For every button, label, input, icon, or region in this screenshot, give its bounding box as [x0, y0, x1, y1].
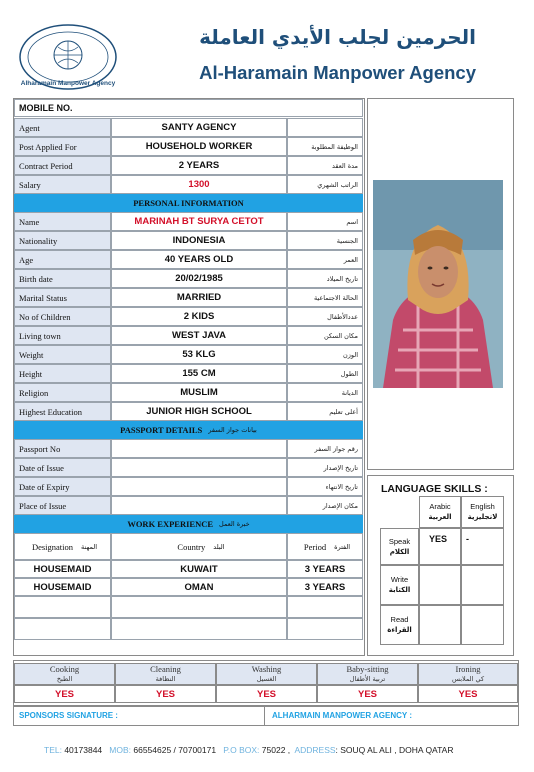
- mob-label: MOB:: [109, 745, 131, 755]
- personal-info-header-text: PERSONAL INFORMATION: [133, 198, 244, 208]
- job_rows-label-ar: [287, 118, 363, 137]
- skill-value: YES: [317, 685, 418, 703]
- lang-row-read: Read القراءة: [380, 605, 419, 645]
- skill-name-ar: كي الملابس: [451, 675, 485, 683]
- lang-write-arabic-cell: [419, 565, 461, 605]
- personal_rows-value: MARRIED: [111, 288, 287, 307]
- contact-footer: [44, 745, 494, 755]
- mobile-no-label: MOBILE NO.: [14, 99, 363, 117]
- work-experience-header-text: WORK EXPERIENCE: [127, 519, 214, 529]
- skill-name-ar: النظافة: [155, 675, 176, 683]
- work-header-designation-text: Designation: [31, 541, 74, 552]
- job_rows-value: HOUSEHOLD WORKER: [111, 137, 287, 156]
- personal_rows-label-ar: الحالة الاجتماعية: [287, 288, 363, 307]
- address-label: ADDRESS: [294, 745, 336, 755]
- work-header-period-text: Period: [303, 541, 327, 552]
- personal_rows-label: Weight: [14, 345, 111, 364]
- work-header-country-text-ar: البلد: [213, 542, 225, 551]
- tel-value: 40173844: [64, 745, 103, 755]
- agency-title-arabic: الحرمين لجلب الأيدي العاملة: [199, 25, 476, 49]
- work-header-country: [111, 533, 287, 560]
- skill-value: YES: [418, 685, 518, 703]
- work-row-country: OMAN: [111, 578, 287, 596]
- work-header-designation: [14, 533, 111, 560]
- job_rows-label: Salary: [14, 175, 111, 194]
- personal_rows-label-ar: تاريخ الميلاد: [287, 269, 363, 288]
- work-row-designation: [14, 596, 111, 618]
- personal_rows-label: Highest Education: [14, 402, 111, 421]
- skill-name-ar: الطبخ: [56, 675, 73, 683]
- passport_rows-value: [111, 439, 287, 458]
- work-header-country-text: Country: [177, 541, 206, 552]
- passport_rows-label-ar: مكان الإصدار: [287, 496, 363, 515]
- job_rows-value: 2 YEARS: [111, 156, 287, 175]
- lang-row-speak: Speak الكلام: [380, 528, 419, 565]
- job_rows-value: 1300: [111, 175, 287, 194]
- personal_rows-value: JUNIOR HIGH SCHOOL: [111, 402, 287, 421]
- lang-write-english-cell: [461, 565, 504, 605]
- passport_rows-value: [111, 496, 287, 515]
- passport_rows-label: Passport No: [14, 439, 111, 458]
- svg-text:Alharamain Manpower Agency: Alharamain Manpower Agency: [20, 80, 116, 87]
- lang-col-arabic: Arabic العربية: [419, 496, 461, 528]
- work-row-country: KUWAIT: [111, 560, 287, 578]
- work-row-period: [287, 596, 363, 618]
- passport_rows-label: Date of Issue: [14, 458, 111, 477]
- personal_rows-label: Religion: [14, 383, 111, 402]
- passport_rows-label-ar: تاريخ الإصدار: [287, 458, 363, 477]
- skill-name: Baby-sitting: [346, 664, 389, 674]
- personal_rows-label-ar: الطول: [287, 364, 363, 383]
- personal_rows-label-ar: مكان السكن: [287, 326, 363, 345]
- agency-logo: [18, 22, 118, 92]
- personal_rows-label-ar: أعلى تعليم: [287, 402, 363, 421]
- personal_rows-label-ar: الجنسية: [287, 231, 363, 250]
- personal_rows-label: Living town: [14, 326, 111, 345]
- passport_rows-label-ar: رقم جواز السفر: [287, 439, 363, 458]
- work-row-period: [287, 618, 363, 640]
- skill-header: [115, 663, 216, 685]
- passport_rows-value: [111, 458, 287, 477]
- passport-details-header-text-ar: بيانات جواز السفر: [208, 426, 257, 434]
- lang-read-arabic-cell: [419, 605, 461, 645]
- personal_rows-label-ar: اسم: [287, 212, 363, 231]
- skill-header: [418, 663, 518, 685]
- work-experience-header: [14, 515, 363, 533]
- skill-name-ar: الغسيل: [256, 675, 277, 683]
- skill-header: [317, 663, 418, 685]
- lang-col-english: English لانجليزية: [461, 496, 504, 528]
- work-row-designation: HOUSEMAID: [14, 578, 111, 596]
- personal-info-header: [14, 194, 363, 212]
- agency-signature-label: ALHARMAIN MANPOWER AGENCY :: [272, 711, 412, 720]
- po-box-value: 75022 ,: [261, 745, 291, 755]
- skill-header: [14, 663, 115, 685]
- personal_rows-label: Marital Status: [14, 288, 111, 307]
- personal_rows-value: WEST JAVA: [111, 326, 287, 345]
- skill-name: Cooking: [49, 664, 80, 674]
- work-header-designation-text-ar: المهنة: [81, 542, 98, 551]
- job_rows-label-ar: الوظيفة المطلوبة: [287, 137, 363, 156]
- personal_rows-label-ar: عددالأطفال: [287, 307, 363, 326]
- personal_rows-label-ar: الديانة: [287, 383, 363, 402]
- skill-value: YES: [115, 685, 216, 703]
- job_rows-label-ar: الراتب الشهري: [287, 175, 363, 194]
- passport_rows-label-ar: تاريخ الانتهاء: [287, 477, 363, 496]
- personal_rows-value: MARINAH BT SURYA CETOT: [111, 212, 287, 231]
- sponsor-signature-label: SPONSORS SIGNATURE :: [19, 711, 118, 720]
- personal_rows-value: 2 KIDS: [111, 307, 287, 326]
- personal_rows-label: No of Children: [14, 307, 111, 326]
- personal_rows-label-ar: العمر: [287, 250, 363, 269]
- passport_rows-label: Date of Expiry: [14, 477, 111, 496]
- job_rows-label: Post Applied For: [14, 137, 111, 156]
- work-header-period-text-ar: الفترة: [334, 542, 351, 551]
- po-box-label: P.O BOX:: [223, 745, 260, 755]
- skill-value: YES: [14, 685, 115, 703]
- job_rows-label: Agent: [14, 118, 111, 137]
- work-row-designation: HOUSEMAID: [14, 560, 111, 578]
- signature-divider: [264, 706, 265, 726]
- work-row-designation: [14, 618, 111, 640]
- job_rows-label-ar: مدة العقد: [287, 156, 363, 175]
- personal_rows-value: MUSLIM: [111, 383, 287, 402]
- work-row-country: [111, 618, 287, 640]
- skill-name: Washing: [251, 664, 282, 674]
- passport_rows-value: [111, 477, 287, 496]
- language-skills-title: LANGUAGE SKILLS :: [381, 483, 488, 495]
- personal_rows-value: 40 YEARS OLD: [111, 250, 287, 269]
- lang-row-write: Write الكتابة: [380, 565, 419, 605]
- skill-name-ar: تربية الأطفال: [349, 675, 386, 683]
- passport-details-header: [14, 421, 363, 439]
- personal_rows-label: Height: [14, 364, 111, 383]
- applicant-photo: [373, 180, 503, 388]
- passport_rows-label: Place of Issue: [14, 496, 111, 515]
- lang-speak-arabic-value: YES: [429, 534, 448, 544]
- skill-name: Cleaning: [150, 664, 181, 674]
- personal_rows-value: 53 KLG: [111, 345, 287, 364]
- passport-details-header-text: PASSPORT DETAILS: [120, 425, 203, 435]
- skill-value: YES: [216, 685, 317, 703]
- skill-name: Ironing: [455, 664, 481, 674]
- personal_rows-value: INDONESIA: [111, 231, 287, 250]
- personal_rows-value: 155 CM: [111, 364, 287, 383]
- work-row-period: 3 YEARS: [287, 560, 363, 578]
- personal_rows-label: Name: [14, 212, 111, 231]
- work-header-period: [287, 533, 363, 560]
- agency-title-english: Al-Haramain Manpower Agency: [199, 62, 476, 83]
- personal_rows-label-ar: الوزن: [287, 345, 363, 364]
- lang-speak-english-value: -: [466, 534, 469, 544]
- work-row-period: 3 YEARS: [287, 578, 363, 596]
- work-experience-header-text-ar: خبرة العمل: [219, 520, 250, 528]
- work-row-country: [111, 596, 287, 618]
- personal_rows-value: 20/02/1985: [111, 269, 287, 288]
- personal_rows-label: Age: [14, 250, 111, 269]
- tel-label: TEL:: [44, 745, 62, 755]
- skill-header: [216, 663, 317, 685]
- job_rows-label: Contract Period: [14, 156, 111, 175]
- job_rows-value: SANTY AGENCY: [111, 118, 287, 137]
- lang-read-english-cell: [461, 605, 504, 645]
- address-value: : SOUQ AL ALI , DOHA QATAR: [335, 745, 454, 755]
- personal_rows-label: Nationality: [14, 231, 111, 250]
- mob-value: 66554625 / 70700171: [133, 745, 217, 755]
- personal_rows-label: Birth date: [14, 269, 111, 288]
